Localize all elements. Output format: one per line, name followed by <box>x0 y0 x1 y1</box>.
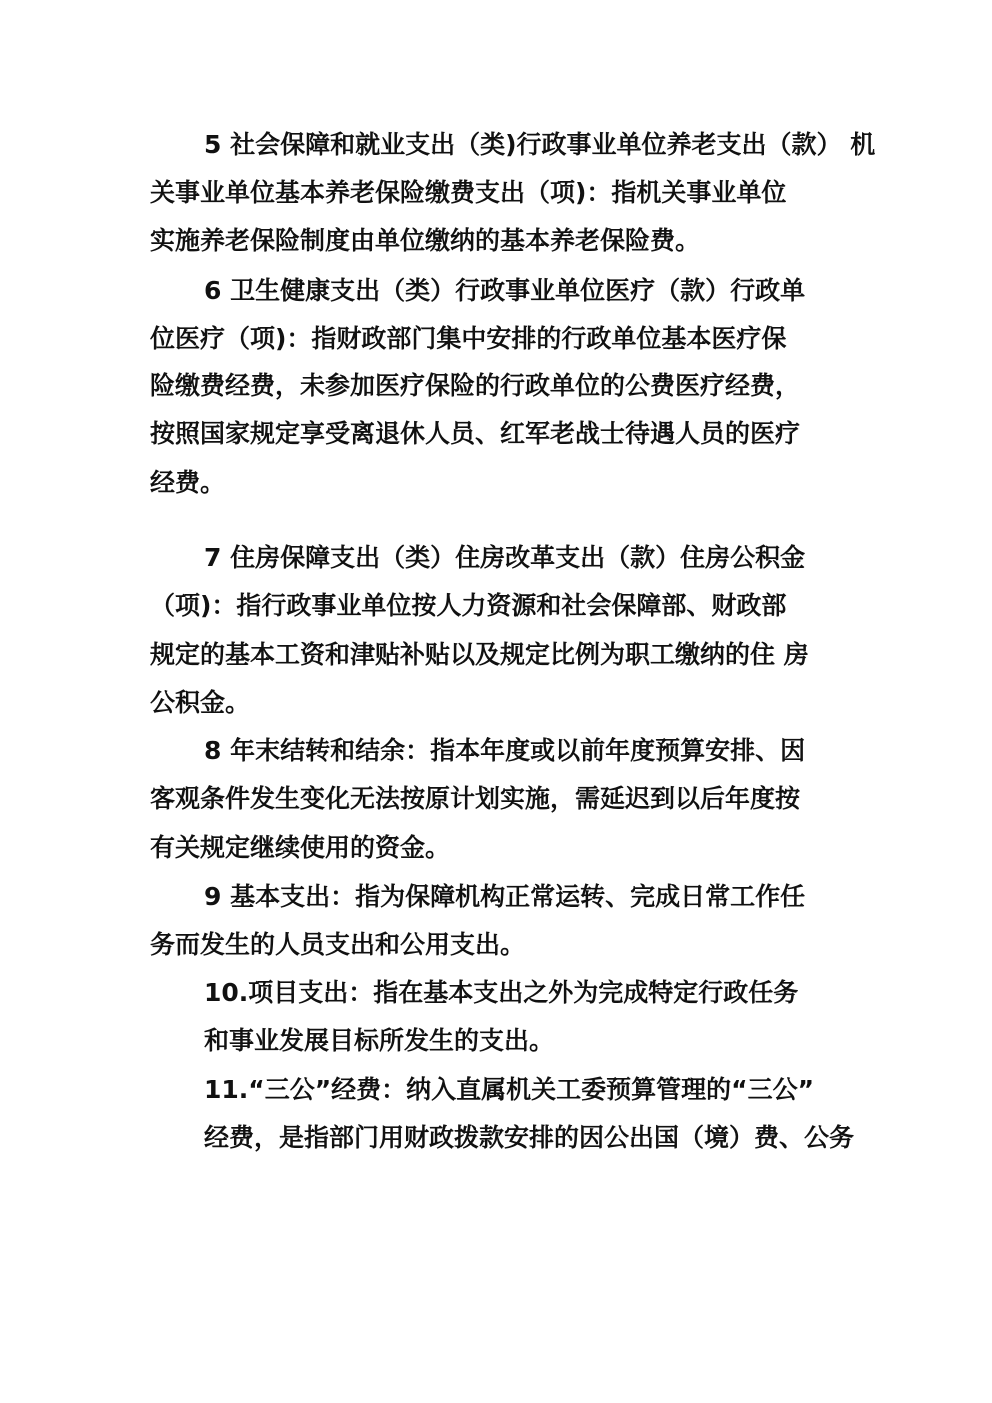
paragraph-9-line-2: 务而发生的人员支出和公用支出。 <box>150 930 526 959</box>
paragraph-7-line-3: 规定的基本工资和津贴补贴以及规定比例为职工缴纳的住 房 <box>150 640 809 669</box>
paragraph-11-line-2: 经费，是指部门用财政拨款安排的因公出国（境）费、公务 <box>204 1123 855 1152</box>
paragraph-8-line-1: 8 年末结转和结余：指本年度或以前年度预算安排、因 <box>204 736 806 765</box>
paragraph-11-line-1: 11.“三公”经费：纳入直属机关工委预算管理的“三公” <box>204 1075 815 1104</box>
paragraph-6-line-5: 经费。 <box>150 468 226 497</box>
paragraph-6-line-1: 6 卫生健康支出（类）行政事业单位医疗（款）行政单 <box>204 276 806 305</box>
paragraph-6-line-3: 险缴费经费，未参加医疗保险的行政单位的公费医疗经费， <box>150 371 801 400</box>
paragraph-10-line-2: 和事业发展目标所发生的支出。 <box>204 1026 555 1055</box>
paragraph-9-line-1: 9 基本支出：指为保障机构正常运转、完成日常工作任 <box>204 882 806 911</box>
paragraph-5-line-3: 实施养老保险制度由单位缴纳的基本养老保险费。 <box>150 226 701 255</box>
paragraph-5-line-1: 5 社会保障和就业支出（类)行政事业单位养老支出（款） 机 <box>204 130 876 159</box>
paragraph-10-line-1: 10.项目支出：指在基本支出之外为完成特定行政任务 <box>204 978 799 1007</box>
paragraph-5-line-2: 关事业单位基本养老保险缴费支出（项)：指机关事业单位 <box>150 178 787 207</box>
paragraph-8-line-2: 客观条件发生变化无法按原计划实施，需延迟到以后年度按 <box>150 784 801 813</box>
paragraph-7-line-2: （项)：指行政事业单位按人力资源和社会保障部、财政部 <box>150 591 787 620</box>
paragraph-7-line-4: 公积金。 <box>150 688 251 717</box>
paragraph-6-line-2: 位医疗（项)：指财政部门集中安排的行政单位基本医疗保 <box>150 324 787 353</box>
paragraph-6-line-4: 按照国家规定享受离退休人员、红军老战士待遇人员的医疗 <box>150 419 801 448</box>
paragraph-7-line-1: 7 住房保障支出（类）住房改革支出（款）住房公积金 <box>204 543 806 572</box>
paragraph-8-line-3: 有关规定继续使用的资金。 <box>150 833 451 862</box>
